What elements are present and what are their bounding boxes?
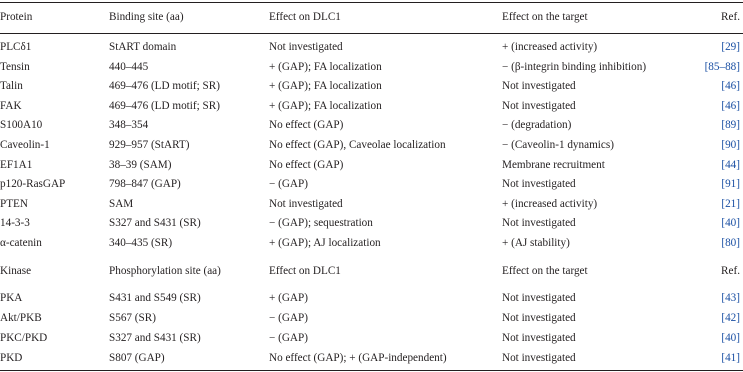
cell-reference-link[interactable]: [43] [721,292,740,304]
cell-effect-on-target: Not investigated [502,312,576,324]
cell-site: S431 and S549 (SR) [109,292,201,304]
cell-effect-on-target: Membrane recruitment [502,158,605,171]
cell-effect-on-dlc1: − (GAP) [269,178,308,191]
cell-reference-link[interactable]: [29] [721,41,740,53]
cell-effect-on-dlc1: + (GAP); AJ localization [269,237,381,249]
cell-name: PLCδ1 [0,41,32,53]
cell-effect-on-dlc1: + (GAP); FA localization [269,60,382,73]
cell-site: 798–847 (GAP) [109,178,181,191]
cell-effect-on-dlc1: No effect (GAP) [269,119,344,132]
cell-effect-on-dlc1: No effect (GAP), Caveolae localization [269,139,446,151]
header-effect-on-target: Effect on the target [502,11,588,23]
cell-effect-on-target: Not investigated [502,217,576,230]
table-row [0,175,743,194]
cell-effect-on-target: + (increased activity) [502,197,598,210]
cell-name: FAK [0,99,22,112]
header-binding-site: Binding site (aa) [109,11,184,23]
cell-name: Talin [0,80,23,93]
table-top-rule [0,2,743,3]
cell-name: Tensin [0,60,30,73]
cell-name: Akt/PKB [0,312,42,324]
cell-effect-on-dlc1: + (GAP); FA localization [269,80,382,93]
cell-reference-link[interactable]: [46] [721,99,740,112]
cell-effect-on-dlc1: Not investigated [269,197,343,210]
cell-site: 440–445 [109,60,149,73]
cell-name: p120-RasGAP [0,178,66,191]
cell-reference-link[interactable]: [40] [721,217,740,230]
cell-site: 340–435 (SR) [109,237,173,249]
header-effect-on-dlc1: Effect on DLC1 [269,11,341,23]
header-kinase-ref: Ref. [721,265,740,277]
cell-site: 469–476 (LD motif; SR) [109,99,220,112]
cell-reference-link[interactable]: [21] [721,197,740,210]
cell-site: 348–354 [109,119,149,132]
cell-reference-link[interactable]: [89] [721,119,740,132]
cell-effect-on-dlc1: + (GAP) [269,292,308,304]
cell-reference-link[interactable]: [42] [721,312,740,324]
table-row [0,136,743,155]
cell-reference-link[interactable]: [44] [721,158,740,171]
cell-reference-link[interactable]: [46] [721,80,740,93]
table-row [0,289,743,308]
cell-reference-link[interactable]: [90] [721,139,740,151]
cell-site: 929–957 (StART) [109,139,190,151]
cell-name: PKD [0,352,23,364]
table-row [0,58,743,77]
cell-effect-on-target: Not investigated [502,178,576,191]
cell-site: StART domain [109,41,177,53]
cell-name: S100A10 [0,119,43,132]
cell-effect-on-dlc1: − (GAP) [269,312,308,324]
cell-site: S327 and S431 (SR) [109,217,201,230]
table-row [0,116,743,135]
table-header-rule [0,33,743,34]
table-row [0,97,743,116]
cell-name: PKA [0,292,23,304]
cell-effect-on-dlc1: Not investigated [269,41,343,53]
table-bottom-rule [0,370,743,371]
cell-effect-on-target: Not investigated [502,352,576,364]
cell-effect-on-target: Not investigated [502,332,576,344]
table-row [0,349,743,368]
table-row [0,77,743,96]
table-row [0,234,743,253]
cell-effect-on-target: − (β-integrin binding inhibition) [502,60,647,73]
header-kinase: Kinase [0,265,32,277]
cell-effect-on-target: Not investigated [502,80,576,93]
table-row [0,309,743,328]
cell-name: α-catenin [0,237,42,249]
table-header-row [0,8,743,27]
header-protein: Protein [0,11,33,23]
cell-reference-link[interactable]: [40] [721,332,740,344]
table-row [0,329,743,348]
cell-reference-link[interactable]: [80] [721,237,740,249]
cell-effect-on-target: + (AJ stability) [502,237,570,249]
header-kinase-effect-on-target: Effect on the target [502,265,588,277]
cell-site: S567 (SR) [109,312,156,324]
cell-reference-link[interactable]: [85–88] [704,60,740,73]
cell-effect-on-target: + (increased activity) [502,41,598,53]
cell-effect-on-target: Not investigated [502,292,576,304]
cell-site: 469–476 (LD motif; SR) [109,80,220,93]
cell-effect-on-target: Not investigated [502,99,576,112]
cell-name: 14-3-3 [0,217,30,230]
cell-effect-on-target: − (degradation) [502,119,572,132]
header-kinase-effect-on-dlc1: Effect on DLC1 [269,265,341,277]
table-row [0,195,743,214]
cell-effect-on-dlc1: + (GAP); FA localization [269,99,382,112]
cell-site: 38–39 (SAM) [109,158,172,171]
cell-name: PTEN [0,197,28,210]
cell-effect-on-dlc1: No effect (GAP) [269,158,344,171]
cell-effect-on-dlc1: − (GAP); sequestration [269,217,373,230]
header-ref: Ref. [721,11,740,23]
header-phosphorylation-site: Phosphorylation site (aa) [109,265,221,277]
cell-reference-link[interactable]: [91] [721,178,740,191]
cell-effect-on-dlc1: No effect (GAP); + (GAP-independent) [269,352,447,364]
cell-name: Caveolin-1 [0,139,50,151]
table-row [0,38,743,57]
cell-name: PKC/PKD [0,332,48,344]
cell-site: SAM [109,197,134,210]
kinase-header-row [0,262,743,281]
cell-name: EF1A1 [0,158,33,171]
cell-effect-on-target: − (Caveolin-1 dynamics) [502,139,614,151]
table-row [0,156,743,175]
table-row [0,214,743,233]
cell-reference-link[interactable]: [41] [721,352,740,364]
cell-site: S807 (GAP) [109,352,165,364]
cell-site: S327 and S431 (SR) [109,332,201,344]
cell-effect-on-dlc1: − (GAP) [269,332,308,344]
